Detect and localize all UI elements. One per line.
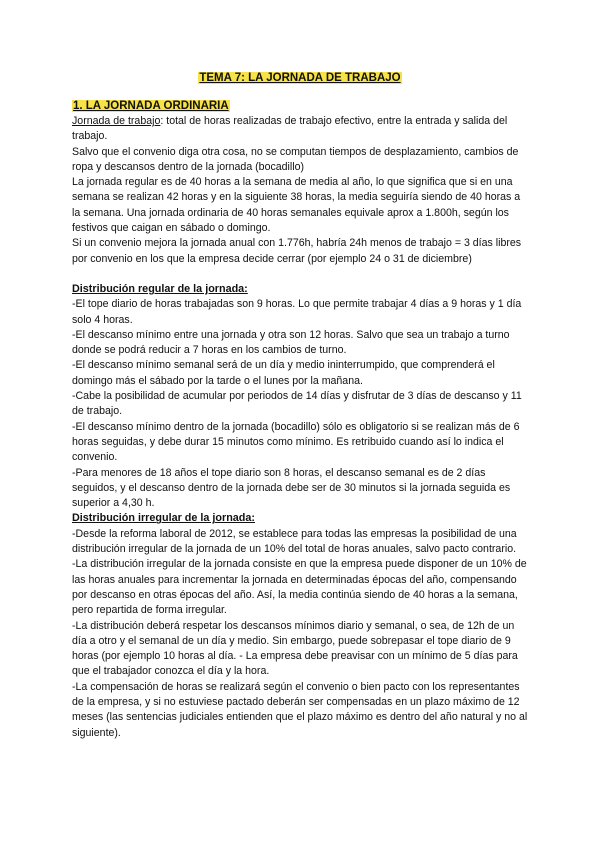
spacer — [72, 267, 528, 282]
list-item-irregular: -La distribución irregular de la jornada consiste en que la empresa puede disponer de un 10% de las horas anuales para incrementar la jornada en determinadas épocas del año, compensando por descanso en otras épocas del año. Así, la media continúa siendo de 40 horas a la semana, pero repartida de forma irregular. — [72, 558, 527, 617]
definition-term: Jornada de trabajo — [72, 115, 161, 127]
document-title — [72, 70, 528, 86]
subheading-distribucion-irregular: Distribución irregular de la jornada: — [72, 512, 255, 525]
paragraph-convenio-anual: Si un convenio mejora la jornada anual con 1.776h, habría 24h menos de trabajo = 3 días libres por convenio en los que la empresa decide cerrar (por ejemplo 24 o 31 de diciembre) — [72, 237, 522, 265]
definition-paragraph — [72, 114, 528, 145]
subheading-distribucion-regular: Distribución regular de la jornada: — [72, 282, 248, 295]
definition-text: : total de horas realizadas de trabajo efectivo, entre la entrada y salida del trabajo. — [72, 115, 508, 143]
list-item-regular: -Cabe la posibilidad de acumular por periodos de 14 días y disfrutar de 3 días de descanso y 11 de trabajo. — [72, 390, 522, 418]
section-heading-jornada-ordinaria — [72, 98, 528, 114]
paragraph-desplazamiento: Salvo que el convenio diga otra cosa, no se computan tiempos de desplazamiento, cambios de ropa y descansos dentro de la jornada (bocadillo) — [72, 145, 519, 173]
document-body — [72, 70, 528, 741]
document-title-text: TEMA 7: LA JORNADA DE TRABAJO — [199, 72, 401, 84]
list-item-regular: -El descanso mínimo entre una jornada y otra son 12 horas. Salvo que sea un trabajo a turno donde se podrá reducir a 7 horas en los cambios de turno. — [72, 328, 510, 357]
list-item-irregular: -La distribución deberá respetar los descansos mínimos diario y semanal, o sea, de 12h de un día a otro y el semanal de un día y medio. Sin embargo, puede sobrepasar el tope diario de 9 horas (por ejemplo 10 horas al día. - La empresa debe preavisar con un mínimo de 5 días para que el trabajador conozca el día y la hora. — [72, 619, 518, 678]
section-heading-text: 1. LA JORNADA ORDINARIA — [73, 100, 229, 112]
list-item-regular: -El descanso mínimo dentro de la jornada (bocadillo) sólo es obligatorio si se realizan más de 6 horas seguidas, y debe durar 15 minutos como mínimo. Es retribuido cuando así lo indica el convenio. — [72, 420, 520, 464]
list-item-regular: -El descanso mínimo semanal será de un día y medio ininterrumpido, que comprenderá el domingo más el sábado por la tarde o el lunes por la mañana. — [72, 359, 495, 387]
list-item-regular: -El tope diario de horas trabajadas son 9 horas. Lo que permite trabajar 4 días a 9 horas y 1 día solo 4 horas. — [72, 298, 522, 326]
paragraph-jornada-regular: La jornada regular es de 40 horas a la semana de media al año, lo que significa que si en una semana se realizan 42 horas y en la siguiente 38 horas, la media seguiría siendo de 40 horas a la semana. Una jornada ordinaria de 40 horas semanales equivale aprox a 1.800h, según los festivos que caigan en sábado o domingo. — [72, 176, 521, 235]
list-item-irregular: -La compensación de horas se realizará según el convenio o bien pacto con los representantes de la empresa, y si no estuviese pactado deberán ser compensadas en un plazo máximo de 12 meses (las sentencias judiciales entienden que el plazo máximo es dentro del año natural y no al siguiente). — [72, 680, 528, 739]
list-item-regular: -Para menores de 18 años el tope diario son 8 horas, el descanso semanal es de 2 días seguidos, y el descanso dentro de la jornada debe ser de 30 minutos si la jornada seguida es superior a 4,30 h. — [72, 466, 511, 510]
list-item-irregular: -Desde la reforma laboral de 2012, se establece para todas las empresas la posibilidad de una distribución irregular de la jornada de un 10% del total de horas anuales, salvo pacto contrario. — [72, 527, 517, 556]
